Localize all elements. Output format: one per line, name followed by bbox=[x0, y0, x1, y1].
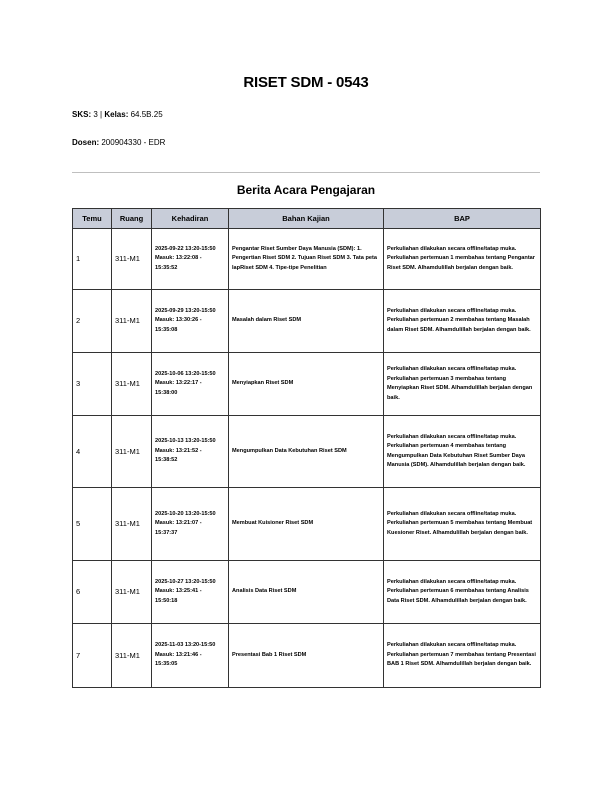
cell-ruang: 311-M1 bbox=[112, 353, 152, 416]
sks-value: 3 bbox=[93, 110, 98, 119]
cell-bap: Perkuliahan dilakukan secara offline/tatap muka. Perkuliahan pertemuan 6 membahas tentang Analisis Data Riset SDM. Alhamdulillah berjalan dengan baik. bbox=[384, 561, 541, 624]
kehadiran-masuk: Masuk: 13:21:07 - 15:37:37 bbox=[155, 520, 202, 536]
kehadiran-jadwal: 2025-11-03 13:20-15:50 bbox=[155, 642, 216, 649]
cell-bap: Perkuliahan dilakukan secara offline/tatap muka. Perkuliahan pertemuan 1 membahas tentang Pengantar Riset SDM. Alhamdulillah berjalan dengan baik. bbox=[384, 229, 541, 290]
cell-kehadiran bbox=[152, 624, 229, 688]
kehadiran-jadwal: 2025-10-06 13:20-15:50 bbox=[155, 370, 216, 377]
cell-bap: Perkuliahan dilakukan secara offline/tatap muka. Perkuliahan pertemuan 3 membahas tentang Menyiapkan Riset SDM. Alhamdulillah berjalan dengan baik. bbox=[384, 353, 541, 416]
cell-kehadiran bbox=[152, 561, 229, 624]
kelas-label: Kelas: bbox=[104, 110, 129, 119]
course-meta bbox=[72, 110, 163, 119]
kehadiran-jadwal: 2025-09-29 13:20-15:50 bbox=[155, 307, 216, 314]
sks-label: SKS: bbox=[72, 110, 92, 119]
cell-temu: 4 bbox=[73, 416, 112, 488]
cell-temu: 3 bbox=[73, 353, 112, 416]
cell-bap: Perkuliahan dilakukan secara offline/tatap muka. Perkuliahan pertemuan 7 membahas tentang Presentasi BAB 1 Riset SDM. Alhamdulillah berjalan dengan baik. bbox=[384, 624, 541, 688]
cell-bahan-kajian: Presentasi Bab 1 Riset SDM bbox=[229, 624, 384, 688]
cell-ruang: 311-M1 bbox=[112, 416, 152, 488]
kehadiran-jadwal: 2025-10-13 13:20-15:50 bbox=[155, 438, 216, 445]
cell-ruang: 311-M1 bbox=[112, 624, 152, 688]
header-ruang: Ruang bbox=[112, 209, 152, 229]
header-kehadiran: Kehadiran bbox=[152, 209, 229, 229]
lecturer-meta bbox=[72, 138, 165, 147]
table-row bbox=[73, 488, 541, 561]
header-temu: Temu bbox=[73, 209, 112, 229]
cell-bahan-kajian: Pengantar Riset Sumber Daya Manusia (SDM): 1. Pengertian Riset SDM 2. Tujuan Riset SDM 3. Tata peta lapRiset SDM 4. Tipe-tipe Penelitian bbox=[229, 229, 384, 290]
divider bbox=[72, 172, 540, 173]
cell-bahan-kajian: Masalah dalam Riset SDM bbox=[229, 290, 384, 353]
document-title: RISET SDM - 0543 bbox=[243, 74, 369, 91]
kehadiran-jadwal: 2025-09-22 13:20-15:50 bbox=[155, 245, 216, 252]
cell-bahan-kajian: Menyiapkan Riset SDM bbox=[229, 353, 384, 416]
bap-table bbox=[72, 208, 541, 688]
kehadiran-masuk: Masuk: 13:25:41 - 15:50:18 bbox=[155, 588, 202, 604]
cell-temu: 1 bbox=[73, 229, 112, 290]
dosen-label: Dosen: bbox=[72, 138, 100, 147]
table-row bbox=[73, 561, 541, 624]
cell-kehadiran bbox=[152, 353, 229, 416]
table-header-row bbox=[73, 209, 541, 229]
table-row bbox=[73, 416, 541, 488]
kehadiran-jadwal: 2025-10-20 13:20-15:50 bbox=[155, 510, 216, 517]
cell-kehadiran bbox=[152, 229, 229, 290]
kehadiran-masuk: Masuk: 13:22:08 - 15:35:52 bbox=[155, 255, 202, 271]
cell-bahan-kajian: Analisis Data Riset SDM bbox=[229, 561, 384, 624]
dosen-value: 200904330 - EDR bbox=[101, 138, 166, 147]
section-title: Berita Acara Pengajaran bbox=[236, 183, 376, 197]
cell-temu: 6 bbox=[73, 561, 112, 624]
cell-temu: 2 bbox=[73, 290, 112, 353]
cell-ruang: 311-M1 bbox=[112, 488, 152, 561]
cell-ruang: 311-M1 bbox=[112, 290, 152, 353]
cell-kehadiran bbox=[152, 416, 229, 488]
table-row bbox=[73, 290, 541, 353]
cell-ruang: 311-M1 bbox=[112, 561, 152, 624]
cell-bahan-kajian: Membuat Kuisioner Riset SDM bbox=[229, 488, 384, 561]
kehadiran-masuk: Masuk: 13:22:17 - 15:38:00 bbox=[155, 380, 202, 396]
meta-separator: | bbox=[100, 110, 103, 119]
header-bahan-kajian: Bahan Kajian bbox=[229, 209, 384, 229]
kehadiran-masuk: Masuk: 13:30:26 - 15:35:08 bbox=[155, 317, 202, 333]
table-row bbox=[73, 624, 541, 688]
cell-ruang: 311-M1 bbox=[112, 229, 152, 290]
cell-bap: Perkuliahan dilakukan secara offline/tatap muka. Perkuliahan pertemuan 5 membahas tentang Membuat Kuesioner Riset. Alhamdulillah berjalan dengan baik. bbox=[384, 488, 541, 561]
cell-temu: 7 bbox=[73, 624, 112, 688]
cell-bap: Perkuliahan dilakukan secara offline/tatap muka. Perkuliahan pertemuan 4 membahas tentang Mengumpulkan Data Kebutuhan Riset Sumber Daya Manusia (SDM). Alhamdulillah berjalan dengan baik. bbox=[384, 416, 541, 488]
cell-kehadiran bbox=[152, 488, 229, 561]
cell-temu: 5 bbox=[73, 488, 112, 561]
cell-kehadiran bbox=[152, 290, 229, 353]
cell-bahan-kajian: Mengumpulkan Data Kebutuhan Riset SDM bbox=[229, 416, 384, 488]
kehadiran-jadwal: 2025-10-27 13:20-15:50 bbox=[155, 578, 216, 585]
table-row bbox=[73, 353, 541, 416]
kelas-value: 64.5B.25 bbox=[130, 110, 163, 119]
header-bap: BAP bbox=[384, 209, 541, 229]
table-row bbox=[73, 229, 541, 290]
kehadiran-masuk: Masuk: 13:21:46 - 15:35:05 bbox=[155, 651, 202, 668]
kehadiran-masuk: Masuk: 13:21:52 - 15:38:52 bbox=[155, 447, 202, 464]
cell-bap: Perkuliahan dilakukan secara offline/tatap muka. Perkuliahan pertemuan 2 membahas tentang Masalah dalam Riset SDM. Alhamdulillah berjalan dengan baik. bbox=[384, 290, 541, 353]
